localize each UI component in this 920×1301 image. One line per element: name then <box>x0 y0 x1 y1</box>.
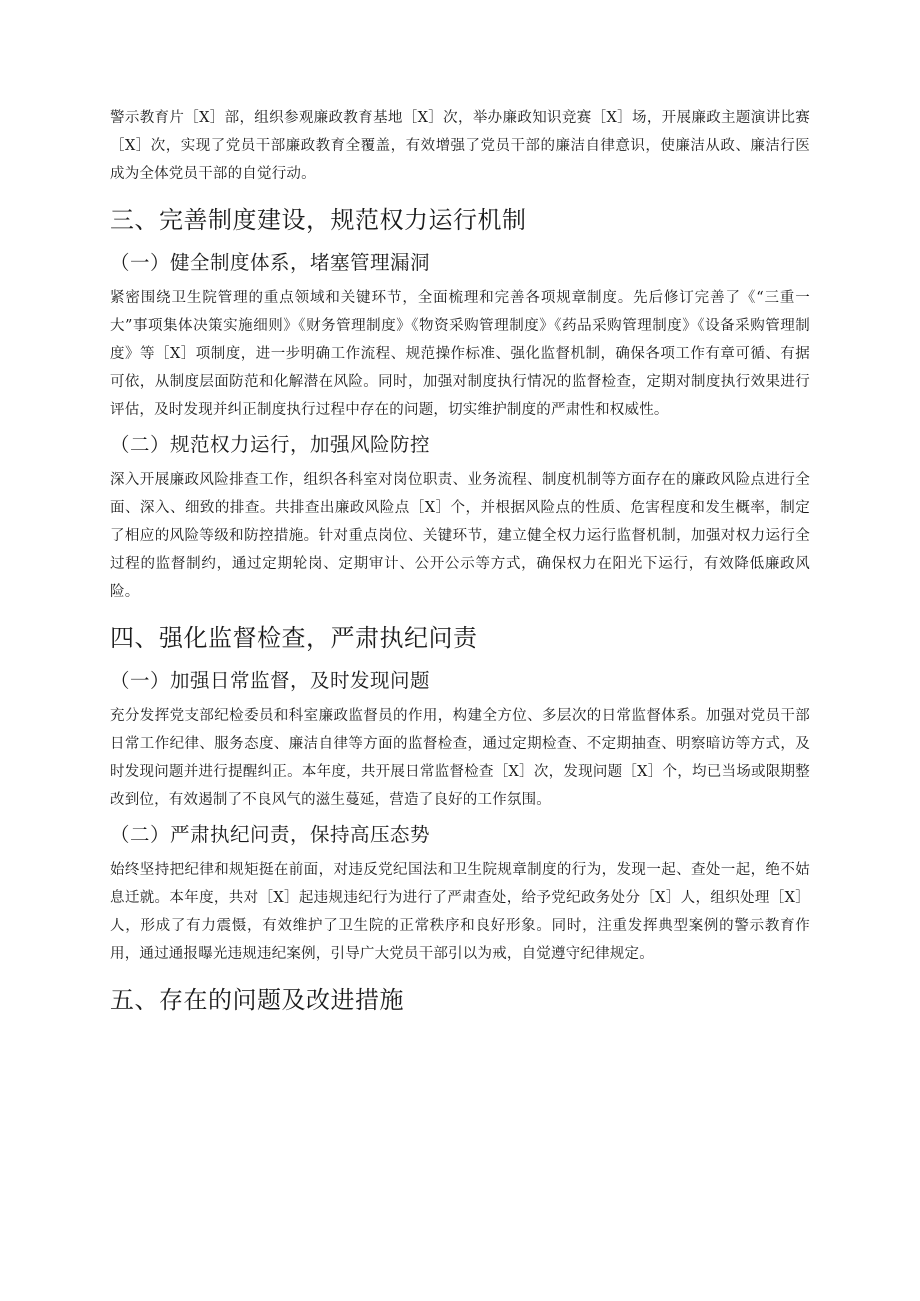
section-4-heading: 四、强化监督检查，严肃执纪问责 <box>110 624 478 652</box>
paragraph-4-1: 充分发挥党支部纪检委员和科室廉政监督员的作用，构建全方位、多层次的日常监督体系。加强对党员干部日常工作纪律、服务态度、廉洁自律等方面的监督检查，通过定期检查、不定期抽查、明察暗访等方式，及时发现问题并进行提醒纠正。本年度，共开展日常监督检查［X］次，发现问题［X］个，均已当场或限期整改到位，有效遏制了不良风气的滋生蔓延，营造了良好的工作氛围。 <box>110 708 810 808</box>
document-body <box>110 104 810 1028</box>
subsection-3-1-heading: （一）健全制度体系，堵塞管理漏洞 <box>110 251 431 274</box>
subsection-4-2-heading: （二）严肃执纪问责，保持高压态势 <box>110 823 431 846</box>
subsection-4-1-heading: （一）加强日常监督，及时发现问题 <box>110 669 431 692</box>
subsection-3-2-heading: （二）规范权力运行，加强风险防控 <box>110 433 431 456</box>
paragraph-4-2: 始终坚持把纪律和规矩挺在前面，对违反党纪国法和卫生院规章制度的行为，发现一起、查处一起，绝不姑息迁就。本年度，共对［X］起违规违纪行为进行了严肃查处，给予党纪政务处分［X］人，组织处理［X］人，形成了有力震慑，有效维护了卫生院的正常秩序和良好形象。同时，注重发挥典型案例的警示教育作用，通过通报曝光违规违纪案例，引导广大党员干部引以为戒，自觉遵守纪律规定。 <box>110 862 810 962</box>
section-5-heading: 五、存在的问题及改进措施 <box>110 986 404 1014</box>
paragraph-3-1: 紧密围绕卫生院管理的重点领域和关键环节，全面梳理和完善各项规章制度。先后修订完善了《“三重一大”事项集体决策实施细则》《财务管理制度》《物资采购管理制度》《药品采购管理制度》《设备采购管理制度》等［X］项制度，进一步明确工作流程、规范操作标准、强化监督机制，确保各项工作有章可循、有据可依，从制度层面防范和化解潜在风险。同时，加强对制度执行情况的监督检查，定期对制度执行效果进行评估，及时发现并纠正制度执行过程中存在的问题，切实维护制度的严肃性和权威性。 <box>110 290 810 418</box>
section-3-heading: 三、完善制度建设，规范权力运行机制 <box>110 206 527 234</box>
intro-paragraph: 警示教育片［X］部，组织参观廉政教育基地［X］次，举办廉政知识竞赛［X］场，开展廉政主题演讲比赛［X］次，实现了党员干部廉政教育全覆盖，有效增强了党员干部的廉洁自律意识，使廉洁从政、廉洁行医成为全体党员干部的自觉行动。 <box>110 110 810 182</box>
paragraph-3-2: 深入开展廉政风险排查工作，组织各科室对岗位职责、业务流程、制度机制等方面存在的廉政风险点进行全面、深入、细致的排查。共排查出廉政风险点［X］个，并根据风险点的性质、危害程度和发生概率，制定了相应的风险等级和防控措施。针对重点岗位、关键环节，建立健全权力运行监督机制，加强对权力运行全过程的监督制约，通过定期轮岗、定期审计、公开公示等方式，确保权力在阳光下运行，有效降低廉政风险。 <box>110 472 810 600</box>
